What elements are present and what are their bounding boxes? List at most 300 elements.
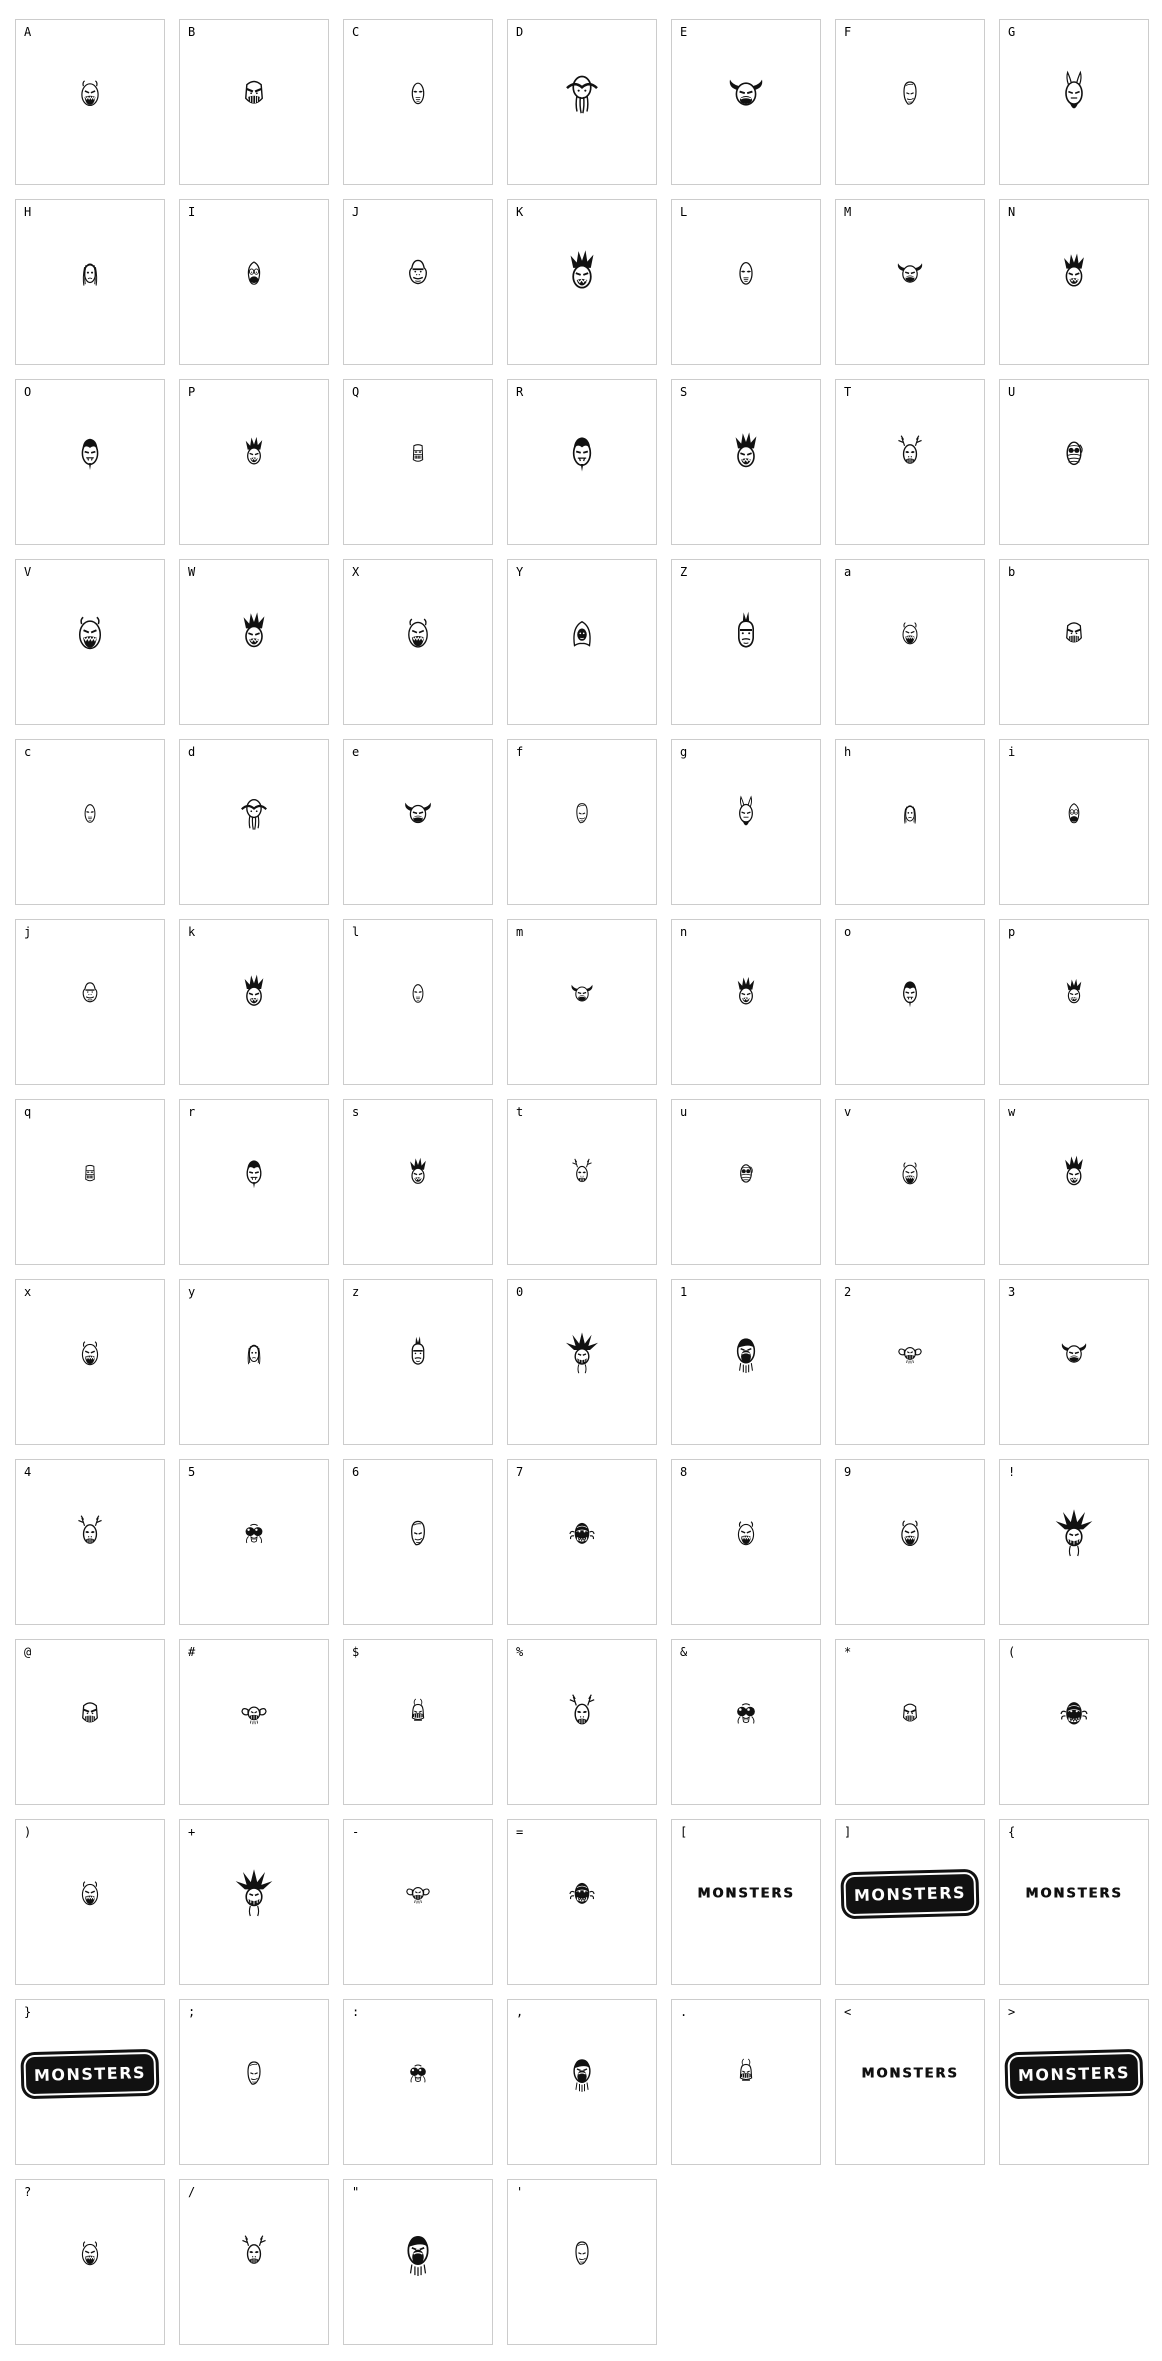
monster-face-horns-icon (569, 978, 595, 1009)
glyph-cell-62[interactable] (999, 1459, 1149, 1625)
glyph-preview (730, 255, 762, 293)
monster-face-scream-icon (75, 76, 105, 112)
glyph-preview (726, 430, 766, 478)
monster-face-flame-icon (236, 972, 272, 1015)
monster-face-horns-icon (402, 795, 434, 833)
glyph-preview (401, 253, 435, 294)
glyph-preview (564, 2052, 600, 2095)
monster-face-devil-icon (730, 795, 762, 833)
glyph-cell-86[interactable] (343, 2179, 493, 2345)
glyph-cell-label: < (844, 2005, 852, 2019)
monster-face-scream-icon (897, 618, 923, 649)
monster-face-scream-icon (732, 1517, 760, 1551)
glyph-cell-label: G (1008, 25, 1016, 39)
glyph-preview (895, 76, 925, 112)
glyph-cell-22[interactable] (179, 559, 329, 725)
glyph-cell-label: 8 (680, 1465, 688, 1479)
glyph-cell-45[interactable] (507, 1099, 657, 1265)
glyph-cell-70[interactable] (15, 1819, 165, 1985)
monster-face-skull-icon (567, 2236, 597, 2272)
glyph-preview (560, 247, 604, 300)
glyph-preview (727, 1331, 765, 1377)
monster-face-flame-icon (730, 975, 762, 1013)
glyph-preview (239, 256, 269, 292)
glyph-preview (846, 1875, 974, 1912)
glyph-preview (1058, 615, 1090, 653)
glyph-cell-29[interactable] (179, 739, 329, 905)
monster-face-antlerskull-icon (568, 1157, 596, 1191)
monster-face-scream-icon (76, 2237, 104, 2271)
glyph-cell-label: = (516, 1825, 524, 1839)
glyph-cell-label: R (516, 385, 524, 399)
glyph-cell-27[interactable] (999, 559, 1149, 725)
glyph-preview (75, 76, 105, 112)
glyph-cell-33[interactable] (835, 739, 985, 905)
monster-face-skull-icon (569, 798, 595, 829)
glyph-cell-82[interactable] (835, 1999, 985, 2165)
glyph-preview (405, 978, 431, 1009)
glyph-cell-50[interactable] (179, 1279, 329, 1445)
glyph-preview (732, 1517, 760, 1551)
monster-face-gremlin-icon (732, 2057, 760, 2091)
monster-face-longhair-icon (239, 1336, 269, 1372)
glyph-preview (569, 978, 595, 1009)
glyph-preview (236, 972, 272, 1015)
glyph-preview (404, 2057, 432, 2091)
glyph-preview (895, 1516, 925, 1552)
glyph-cell-73[interactable] (507, 1819, 657, 1985)
glyph-preview (568, 1157, 596, 1191)
monster-face-goggle-icon (730, 1695, 762, 1733)
monster-face-hood-icon (565, 613, 599, 654)
monster-face-skull-icon (402, 1515, 434, 1553)
glyph-cell-13[interactable] (999, 199, 1149, 365)
glyph-preview (231, 1866, 277, 1921)
glyph-cell-55[interactable] (999, 1279, 1149, 1445)
glyph-cell-label: 0 (516, 1285, 524, 1299)
glyph-preview (1057, 1693, 1091, 1734)
monster-face-devil-icon (1054, 70, 1094, 118)
glyph-preview (239, 1516, 269, 1552)
glyph-cell-label: - (352, 1825, 360, 1839)
glyph-cell-9[interactable] (343, 199, 493, 365)
monster-face-vampire-icon (561, 429, 603, 479)
monster-face-orc-icon (74, 1695, 106, 1733)
monster-face-skull-icon (239, 2056, 269, 2092)
monster-face-jester-icon (231, 1866, 277, 1921)
glyph-cell-54[interactable] (835, 1279, 985, 1445)
glyph-preview (1056, 432, 1092, 475)
monster-face-goggle-icon (239, 1516, 269, 1552)
monster-face-antlerskull-icon (564, 1692, 600, 1735)
glyph-preview (74, 1695, 106, 1733)
glyph-cell-79[interactable] (343, 1999, 493, 2165)
glyph-preview (237, 2233, 271, 2274)
glyph-preview (237, 793, 271, 834)
glyph-preview (76, 1877, 104, 1911)
glyph-cell-65[interactable] (343, 1639, 493, 1805)
glyph-preview (861, 2066, 958, 2081)
glyph-cell-label: 1 (680, 1285, 688, 1299)
glyph-cell-label: O (24, 385, 32, 399)
glyph-preview (73, 1513, 107, 1554)
glyph-cell-68[interactable] (835, 1639, 985, 1805)
glyph-preview (569, 798, 595, 829)
glyph-cell-3[interactable] (507, 19, 657, 185)
glyph-cell-61[interactable] (835, 1459, 985, 1625)
glyph-cell-71[interactable] (179, 1819, 329, 1985)
glyph-cell-label: e (352, 745, 360, 759)
glyph-cell-21[interactable] (15, 559, 165, 725)
glyph-cell-label: } (24, 2005, 32, 2019)
glyph-cell-label: m (516, 925, 524, 939)
glyph-preview (402, 795, 434, 833)
glyph-cell-76[interactable] (999, 1819, 1149, 1985)
glyph-cell-35[interactable] (15, 919, 165, 1085)
monster-face-flame-icon (726, 430, 766, 478)
glyph-cell-51[interactable] (343, 1279, 493, 1445)
glyph-cell-23[interactable] (343, 559, 493, 725)
glyph-preview (403, 1156, 433, 1192)
glyph-cell-label: l (352, 925, 360, 939)
glyph-preview (1060, 977, 1088, 1011)
glyph-cell-label: y (188, 1285, 196, 1299)
glyph-cell-48[interactable] (999, 1099, 1149, 1265)
monster-face-cthulhu-icon (561, 69, 603, 119)
monster-face-gremlin-icon (404, 1697, 432, 1731)
monster-face-screambeard-icon (396, 2227, 440, 2280)
glyph-cell-17[interactable] (507, 379, 657, 545)
glyph-cell-label: H (24, 205, 32, 219)
glyph-cell-75[interactable] (835, 1819, 985, 1985)
glyph-cell-label: 4 (24, 1465, 32, 1479)
glyph-preview (78, 1159, 102, 1188)
glyph-cell-6[interactable] (999, 19, 1149, 185)
glyph-cell-label: . (680, 2005, 688, 2019)
glyph-cell-85[interactable] (179, 2179, 329, 2345)
glyph-cell-label: # (188, 1645, 196, 1659)
glyph-preview (897, 1158, 923, 1189)
monster-face-longhair-icon (896, 797, 924, 831)
glyph-cell-38[interactable] (507, 919, 657, 1085)
glyph-preview (896, 797, 924, 831)
glyph-cell-label: u (680, 1105, 688, 1119)
glyph-cell-81[interactable] (671, 1999, 821, 2165)
monster-face-mummy-icon (1056, 432, 1092, 475)
glyph-cell-label: / (188, 2185, 196, 2199)
monster-face-vampire-icon (237, 1153, 271, 1194)
glyph-cell-label: : (352, 2005, 360, 2019)
glyph-cell-label: J (352, 205, 360, 219)
glyph-cell-label: Z (680, 565, 688, 579)
monster-face-orc-icon (236, 72, 272, 115)
glyph-cell-43[interactable] (179, 1099, 329, 1265)
glyph-cell-32[interactable] (671, 739, 821, 905)
glyph-cell-42[interactable] (15, 1099, 165, 1265)
glyph-preview (566, 1515, 598, 1553)
glyph-cell-31[interactable] (507, 739, 657, 905)
monster-face-scream-icon (71, 611, 109, 657)
glyph-cell-label: h (844, 745, 852, 759)
glyph-preview (234, 610, 274, 658)
glyph-cell-label: c (24, 745, 32, 759)
glyph-cell-label: j (24, 925, 32, 939)
glyph-cell-label: 2 (844, 1285, 852, 1299)
glyph-cell-57[interactable] (179, 1459, 329, 1625)
glyph-cell-1[interactable] (179, 19, 329, 185)
monster-face-scream-icon (895, 1516, 925, 1552)
glyph-cell-0[interactable] (15, 19, 165, 185)
glyph-cell-46[interactable] (671, 1099, 821, 1265)
glyph-cell-37[interactable] (343, 919, 493, 1085)
glyph-preview (567, 2236, 597, 2272)
glyph-preview (896, 1697, 924, 1731)
glyph-cell-label: S (680, 385, 688, 399)
glyph-cell-36[interactable] (179, 919, 329, 1085)
glyph-cell-label: + (188, 1825, 196, 1839)
glyph-cell-4[interactable] (671, 19, 821, 185)
monster-face-scream-icon (76, 1877, 104, 1911)
glyph-preview (1057, 1153, 1091, 1194)
monsters-logo: MONSTERS (1009, 2054, 1138, 2094)
monster-face-flame-icon (234, 610, 274, 658)
glyph-cell-label: ; (188, 2005, 196, 2019)
monster-face-antlerskull-icon (893, 433, 927, 474)
glyph-cell-64[interactable] (179, 1639, 329, 1805)
glyph-cell-34[interactable] (999, 739, 1149, 905)
glyph-cell-52[interactable] (507, 1279, 657, 1445)
glyph-cell-label: V (24, 565, 32, 579)
glyph-cell-20[interactable] (999, 379, 1149, 545)
glyph-cell-14[interactable] (15, 379, 165, 545)
glyph-cell-67[interactable] (671, 1639, 821, 1805)
glyph-cell-label: E (680, 25, 688, 39)
glyph-cell-60[interactable] (671, 1459, 821, 1625)
glyph-cell-label: r (188, 1105, 196, 1119)
glyph-cell-59[interactable] (507, 1459, 657, 1625)
glyph-preview (897, 618, 923, 649)
glyph-cell-label: X (352, 565, 360, 579)
glyph-cell-84[interactable] (15, 2179, 165, 2345)
monster-face-horns-icon (895, 256, 925, 292)
glyph-preview (73, 253, 107, 294)
glyph-preview (26, 2055, 154, 2092)
glyph-preview (1059, 1336, 1089, 1372)
glyph-cell-label: ' (516, 2185, 524, 2199)
glyph-cell-label: K (516, 205, 524, 219)
glyph-cell-label: [ (680, 1825, 688, 1839)
glyph-cell-label: N (1008, 205, 1016, 219)
glyph-cell-49[interactable] (15, 1279, 165, 1445)
glyph-cell-11[interactable] (671, 199, 821, 365)
glyph-cell-label: k (188, 925, 196, 939)
glyph-cell-label: A (24, 25, 32, 39)
glyph-preview (239, 2056, 269, 2092)
glyph-preview (1061, 798, 1087, 829)
monster-face-egg-icon (239, 256, 269, 292)
glyph-cell-66[interactable] (507, 1639, 657, 1805)
glyph-cell-24[interactable] (507, 559, 657, 725)
monsters-wordmark: MONSTERS (1025, 1886, 1123, 1902)
glyph-cell-label: a (844, 565, 852, 579)
glyph-preview (730, 1695, 762, 1733)
glyph-cell-63[interactable] (15, 1639, 165, 1805)
glyph-preview (561, 429, 603, 479)
glyph-cell-7[interactable] (15, 199, 165, 365)
monster-face-horns-icon (726, 70, 766, 118)
glyph-preview (405, 438, 431, 469)
glyph-cell-72[interactable] (343, 1819, 493, 1985)
glyph-preview (76, 2237, 104, 2271)
glyph-preview (732, 2057, 760, 2091)
glyph-preview (730, 975, 762, 1013)
monster-face-gill-icon (566, 1875, 598, 1913)
glyph-cell-label: ( (1008, 1645, 1016, 1659)
glyph-cell-77[interactable] (15, 1999, 165, 2165)
monster-face-crab-icon (896, 1337, 924, 1371)
glyph-preview (239, 1336, 269, 1372)
glyph-preview (566, 1875, 598, 1913)
glyph-preview (77, 798, 103, 829)
glyph-cell-78[interactable] (179, 1999, 329, 2165)
glyph-cell-label: o (844, 925, 852, 939)
glyph-cell-58[interactable] (343, 1459, 493, 1625)
monster-face-mohawk-icon (726, 610, 766, 658)
glyph-cell-label: " (352, 2185, 360, 2199)
glyph-cell-label: L (680, 205, 688, 219)
glyph-cell-label: f (516, 745, 524, 759)
glyph-cell-label: 6 (352, 1465, 360, 1479)
monster-face-cthulhu-icon (237, 793, 271, 834)
monster-face-flame-icon (1055, 251, 1093, 297)
glyph-cell-8[interactable] (179, 199, 329, 365)
glyph-cell-39[interactable] (671, 919, 821, 1085)
glyph-cell-80[interactable] (507, 1999, 657, 2165)
glyph-cell-40[interactable] (835, 919, 985, 1085)
glyph-preview (565, 613, 599, 654)
monster-face-screambeard-icon (727, 1331, 765, 1377)
glyph-cell-26[interactable] (835, 559, 985, 725)
glyph-preview (238, 435, 270, 473)
glyph-cell-2[interactable] (343, 19, 493, 185)
glyph-cell-label: Y (516, 565, 524, 579)
glyph-cell-18[interactable] (671, 379, 821, 545)
glyph-cell-83[interactable] (999, 1999, 1149, 2165)
glyph-preview (236, 72, 272, 115)
glyph-cell-74[interactable] (671, 1819, 821, 1985)
glyph-cell-label: D (516, 25, 524, 39)
glyph-preview (1051, 1506, 1097, 1561)
glyph-cell-30[interactable] (343, 739, 493, 905)
glyph-cell-label: C (352, 25, 360, 39)
monster-face-alien-icon (77, 798, 103, 829)
glyph-cell-label: ! (1008, 1465, 1016, 1479)
glyph-cell-label: B (188, 25, 196, 39)
glyph-cell-label: T (844, 385, 852, 399)
monster-face-scream-icon (897, 1158, 923, 1189)
glyph-cell-69[interactable] (999, 1639, 1149, 1805)
glyph-cell-16[interactable] (343, 379, 493, 545)
glyph-cell-label: b (1008, 565, 1016, 579)
monster-face-tiki-icon (405, 438, 431, 469)
glyph-cell-15[interactable] (179, 379, 329, 545)
glyph-preview (396, 2227, 440, 2280)
glyph-cell-label: @ (24, 1645, 32, 1659)
monster-face-horns-icon (1059, 1336, 1089, 1372)
glyph-cell-label: W (188, 565, 196, 579)
glyph-cell-label: & (680, 1645, 688, 1659)
glyph-preview (71, 431, 109, 477)
glyph-cell-12[interactable] (835, 199, 985, 365)
glyph-preview (76, 1337, 104, 1371)
monster-face-antlerskull-icon (237, 2233, 271, 2274)
monster-face-gill-icon (566, 1515, 598, 1553)
glyph-cell-label: t (516, 1105, 524, 1119)
glyph-cell-56[interactable] (15, 1459, 165, 1625)
glyph-cell-label: n (680, 925, 688, 939)
glyph-cell-label: 3 (1008, 1285, 1016, 1299)
glyph-preview (1054, 70, 1094, 118)
glyph-preview (402, 1515, 434, 1553)
monster-face-antlerskull-icon (73, 1513, 107, 1554)
glyph-cell-label: I (188, 205, 196, 219)
glyph-cell-label: s (352, 1105, 360, 1119)
glyph-cell-label: M (844, 205, 852, 219)
monster-face-orc-icon (1058, 615, 1090, 653)
monster-face-scream-icon (401, 613, 435, 654)
glyph-preview (1025, 1886, 1122, 1901)
glyph-cell-28[interactable] (15, 739, 165, 905)
glyph-cell-label: v (844, 1105, 852, 1119)
monster-face-screambeard-icon (564, 2052, 600, 2095)
glyph-cell-label: x (24, 1285, 32, 1299)
glyph-cell-label: q (24, 1105, 32, 1119)
glyph-cell-19[interactable] (835, 379, 985, 545)
glyph-cell-label: ) (24, 1825, 32, 1839)
monster-face-flame-icon (1060, 977, 1088, 1011)
glyph-cell-47[interactable] (835, 1099, 985, 1265)
monster-face-crab-icon (239, 1696, 269, 1732)
glyph-preview (402, 1335, 434, 1373)
monster-face-crab-icon (404, 1877, 432, 1911)
glyph-cell-53[interactable] (671, 1279, 821, 1445)
monster-face-alien-icon (405, 978, 431, 1009)
glyph-cell-10[interactable] (507, 199, 657, 365)
monsters-wordmark: MONSTERS (697, 1886, 795, 1902)
glyph-preview (76, 977, 104, 1011)
glyph-preview (404, 1877, 432, 1911)
glyph-cell-41[interactable] (999, 919, 1149, 1085)
glyph-cell-25[interactable] (671, 559, 821, 725)
glyph-cell-label: 7 (516, 1465, 524, 1479)
glyph-cell-5[interactable] (835, 19, 985, 185)
glyph-cell-44[interactable] (343, 1099, 493, 1265)
glyph-preview (237, 1153, 271, 1194)
glyph-preview (895, 256, 925, 292)
monsters-wordmark: MONSTERS (861, 2066, 959, 2082)
monster-face-egg-icon (1061, 798, 1087, 829)
monster-face-vampire-icon (894, 975, 926, 1013)
monster-face-mummy-icon (732, 1157, 760, 1191)
monster-face-ape-icon (76, 977, 104, 1011)
monster-face-flame-icon (403, 1156, 433, 1192)
glyph-preview (697, 1886, 794, 1901)
glyph-cell-87[interactable] (507, 2179, 657, 2345)
glyph-preview (1055, 251, 1093, 297)
monster-face-orc-icon (896, 1697, 924, 1731)
glyph-cell-label: U (1008, 385, 1016, 399)
monster-face-gill-icon (1057, 1693, 1091, 1734)
